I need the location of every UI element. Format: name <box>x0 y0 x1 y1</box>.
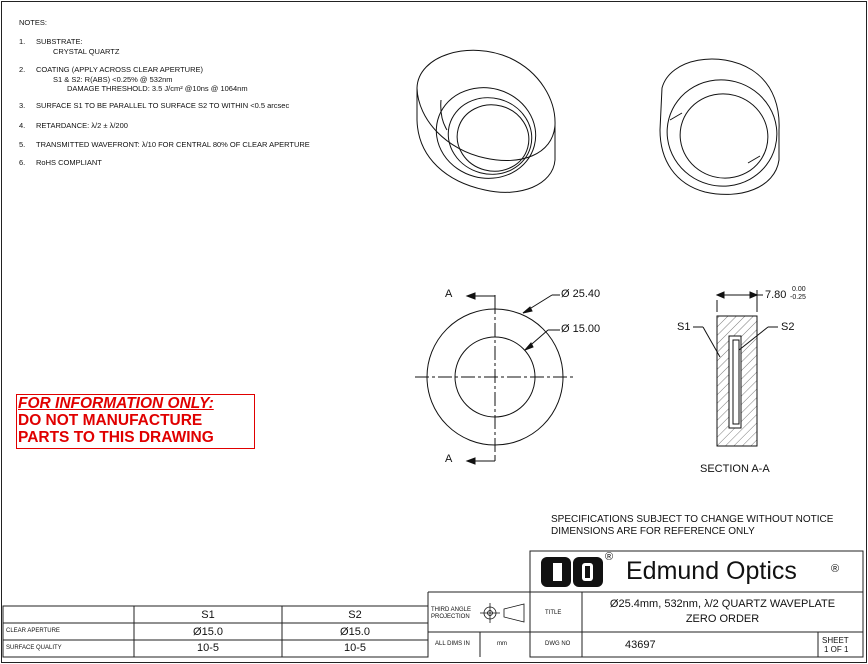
note-number: 1. <box>19 37 26 46</box>
table-row-label: CLEAR APERTURE <box>6 628 60 634</box>
warning-line-3: PARTS TO THIS DRAWING <box>18 429 214 446</box>
note-number: 2. <box>19 65 26 74</box>
third-angle-projection-icon <box>480 603 524 623</box>
title-line-1: Ø25.4mm, 532nm, λ/2 QUARTZ WAVEPLATE <box>609 598 836 610</box>
title-line-2: ZERO ORDER <box>685 613 760 625</box>
table-cell: Ø15.0 <box>340 626 370 638</box>
sheet-label: SHEET <box>822 636 849 645</box>
warning-line-2: DO NOT MANUFACTURE <box>18 412 203 429</box>
table-cell: Ø15.0 <box>193 626 223 638</box>
warning-line-1: FOR INFORMATION ONLY: <box>18 395 214 412</box>
company-name: Edmund Optics <box>626 557 797 585</box>
inner-diameter-dim: Ø 15.00 <box>561 323 601 335</box>
note-text: RETARDANCE: λ/2 ± λ/200 <box>36 121 128 130</box>
thickness-tol-plus: 0.00 <box>792 286 806 293</box>
note-text: TRANSMITTED WAVEFRONT: λ/10 FOR CENTRAL 80% OF CLEAR APERTURE <box>36 140 310 149</box>
edmund-optics-logo-icon <box>541 557 603 587</box>
note-subtext: S1 & S2: R(ABS) <0.25% @ 532nm <box>53 74 173 84</box>
projection-label-2: PROJECTION <box>431 614 470 620</box>
note-subtext-2: DAMAGE THRESHOLD: 3.5 J/cm² @10ns @ 1064nm <box>67 84 248 93</box>
sheet-value: 1 OF 1 <box>824 645 849 654</box>
all-dims-value: mm <box>497 641 507 647</box>
table-header-s1: S1 <box>201 609 215 621</box>
note-number: 3. <box>19 101 26 110</box>
note-text: COATING (APPLY ACROSS CLEAR APERTURE) <box>36 65 203 74</box>
note-subtext: CRYSTAL QUARTZ <box>53 46 120 56</box>
spec-note-line-2: DIMENSIONS ARE FOR REFERENCE ONLY <box>551 526 755 537</box>
note-text: RoHS COMPLIANT <box>36 158 102 167</box>
table-cell: 10-5 <box>343 642 367 654</box>
spec-note-line-1: SPECIFICATIONS SUBJECT TO CHANGE WITHOUT NOTICE <box>551 514 834 525</box>
note-number: 4. <box>19 121 26 130</box>
surface-s2-label: S2 <box>781 321 795 333</box>
table-row-label: SURFACE QUALITY <box>6 645 62 651</box>
table-header-s2: S2 <box>348 609 362 621</box>
section-caption: SECTION A-A <box>700 463 770 475</box>
projection-label-1: THIRD ANGLE <box>431 607 472 613</box>
section-mark-top: A <box>445 288 453 300</box>
dwg-no-label: DWG NO <box>545 641 571 647</box>
note-number: 6. <box>19 158 26 167</box>
isometric-view-left <box>417 50 555 192</box>
thickness-dim: 7.80 <box>765 289 787 301</box>
title-label: TITLE <box>545 610 562 616</box>
note-text: SURFACE S1 TO BE PARALLEL TO SURFACE S2 TO WITHIN <0.5 arcsec <box>36 101 290 110</box>
dwg-no-value: 43697 <box>625 639 656 651</box>
note-number: 5. <box>19 140 26 149</box>
spec-note <box>551 514 833 538</box>
surface-s1-label: S1 <box>677 321 691 333</box>
section-view <box>693 290 778 446</box>
isometric-view-right <box>655 59 789 198</box>
front-view <box>415 293 575 464</box>
logo-registered-mark: ® <box>605 551 614 563</box>
table-cell: 10-5 <box>196 642 220 654</box>
note-text: SUBSTRATE: <box>36 37 83 46</box>
thickness-tol-minus: -0.25 <box>790 294 806 301</box>
all-dims-label: ALL DIMS IN <box>435 641 470 647</box>
section-mark-bottom: A <box>445 453 453 465</box>
notes-title: NOTES: <box>19 18 47 27</box>
company-registered-mark: ® <box>831 563 840 575</box>
outer-diameter-dim: Ø 25.40 <box>561 288 601 300</box>
